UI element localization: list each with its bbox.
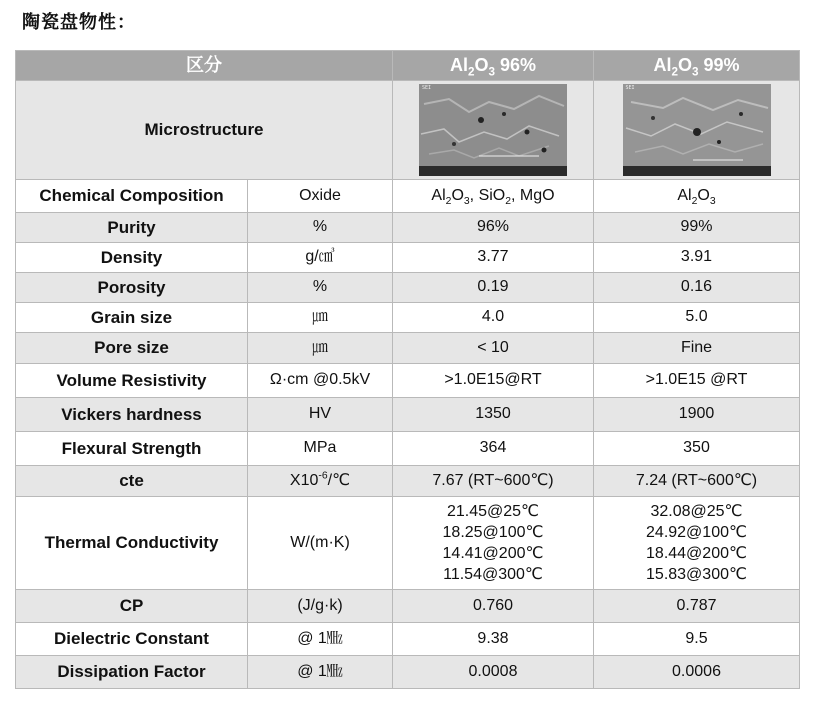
header-col-96: $Al_2O_3$ 96% [393, 51, 594, 81]
row-value-96: 4.0 [393, 303, 594, 333]
row-unit: % [248, 213, 393, 243]
table-header-row [16, 51, 800, 81]
table-row [16, 213, 800, 243]
row-value-96: 0.760 [393, 590, 594, 623]
row-unit: g/㎤ [248, 243, 393, 273]
row-value-99: 32.08@25℃ 24.92@100℃ 18.44@200℃ 15.83@300℃ [594, 497, 800, 590]
row-name: CP [16, 590, 248, 623]
sem-micrograph-image: SEI [623, 84, 771, 176]
row-name: Flexural Strength [16, 432, 248, 466]
row-unit: Ω·cm @0.5kV [248, 364, 393, 398]
table-row-chemical [16, 180, 800, 213]
table-row [16, 273, 800, 303]
row-value-99: 7.24 (RT~600℃) [594, 466, 800, 497]
row-unit: Oxide [248, 180, 393, 213]
table-row [16, 432, 800, 466]
row-unit: (J/g·k) [248, 590, 393, 623]
row-name: cte [16, 466, 248, 497]
row-value-99: 0.0006 [594, 656, 800, 689]
sem-micrograph-image: SEI [419, 84, 567, 176]
page-title: 陶瓷盘物性： [22, 12, 136, 33]
row-value-99: 0.16 [594, 273, 800, 303]
row-name: Grain size [16, 303, 248, 333]
row-unit: ㎛ [248, 333, 393, 364]
table-row [16, 303, 800, 333]
table-row-cte [16, 466, 800, 497]
row-value-99: 99% [594, 213, 800, 243]
row-value-96: 21.45@25℃ 18.25@100℃ 14.41@200℃ 11.54@300℃ [393, 497, 594, 590]
table-row [16, 656, 800, 689]
row-name: Vickers hardness [16, 398, 248, 432]
row-name: Dissipation Factor [16, 656, 248, 689]
row-name: Purity [16, 213, 248, 243]
table-row [16, 623, 800, 656]
table-row [16, 398, 800, 432]
header-col-99: $Al_2O_3$ 99% [594, 51, 800, 81]
table-row-microstructure [16, 81, 800, 180]
row-value-96: 9.38 [393, 623, 594, 656]
row-name: Chemical Composition [16, 180, 248, 213]
row-value-99: >1.0E15 @RT [594, 364, 800, 398]
row-value-96: 7.67 (RT~600℃) [393, 466, 594, 497]
row-value-96: 1350 [393, 398, 594, 432]
row-value-96: >1.0E15@RT [393, 364, 594, 398]
row-name: Density [16, 243, 248, 273]
row-unit: @ 1㎒ [248, 623, 393, 656]
table-row [16, 364, 800, 398]
row-unit: % [248, 273, 393, 303]
row-value-99: 1900 [594, 398, 800, 432]
row-unit: W/(m·K) [248, 497, 393, 590]
microstructure-99-cell [594, 81, 800, 180]
row-value-96: 3.77 [393, 243, 594, 273]
table-row [16, 590, 800, 623]
table-row [16, 333, 800, 364]
row-unit: $X10^{-6}/℃$ [248, 466, 393, 497]
row-value-96: $Al_2O_3$, SiO$_2$, MgO [393, 180, 594, 213]
row-value-99: $Al_2O_3$ [594, 180, 800, 213]
row-unit: ㎛ [248, 303, 393, 333]
microstructure-96-cell [393, 81, 594, 180]
header-category-cell [16, 51, 393, 81]
row-name: Thermal Conductivity [16, 497, 248, 590]
row-value-99: 3.91 [594, 243, 800, 273]
row-name: Dielectric Constant [16, 623, 248, 656]
row-unit: MPa [248, 432, 393, 466]
row-value-96: 96% [393, 213, 594, 243]
row-value-96: < 10 [393, 333, 594, 364]
row-value-99: Fine [594, 333, 800, 364]
row-value-99: 9.5 [594, 623, 800, 656]
header-category-label: 区分 [186, 55, 222, 76]
row-unit: @ 1㎒ [248, 656, 393, 689]
row-value-96: 0.19 [393, 273, 594, 303]
row-value-96: 0.0008 [393, 656, 594, 689]
properties-table [15, 50, 800, 689]
table-row-thermal [16, 497, 800, 590]
table-row [16, 243, 800, 273]
row-unit: HV [248, 398, 393, 432]
row-value-99: 350 [594, 432, 800, 466]
row-name: Pore size [16, 333, 248, 364]
row-name: Porosity [16, 273, 248, 303]
row-name: Microstructure [16, 81, 393, 180]
row-value-99: 5.0 [594, 303, 800, 333]
row-value-96: 364 [393, 432, 594, 466]
row-value-99: 0.787 [594, 590, 800, 623]
row-name: Volume Resistivity [16, 364, 248, 398]
